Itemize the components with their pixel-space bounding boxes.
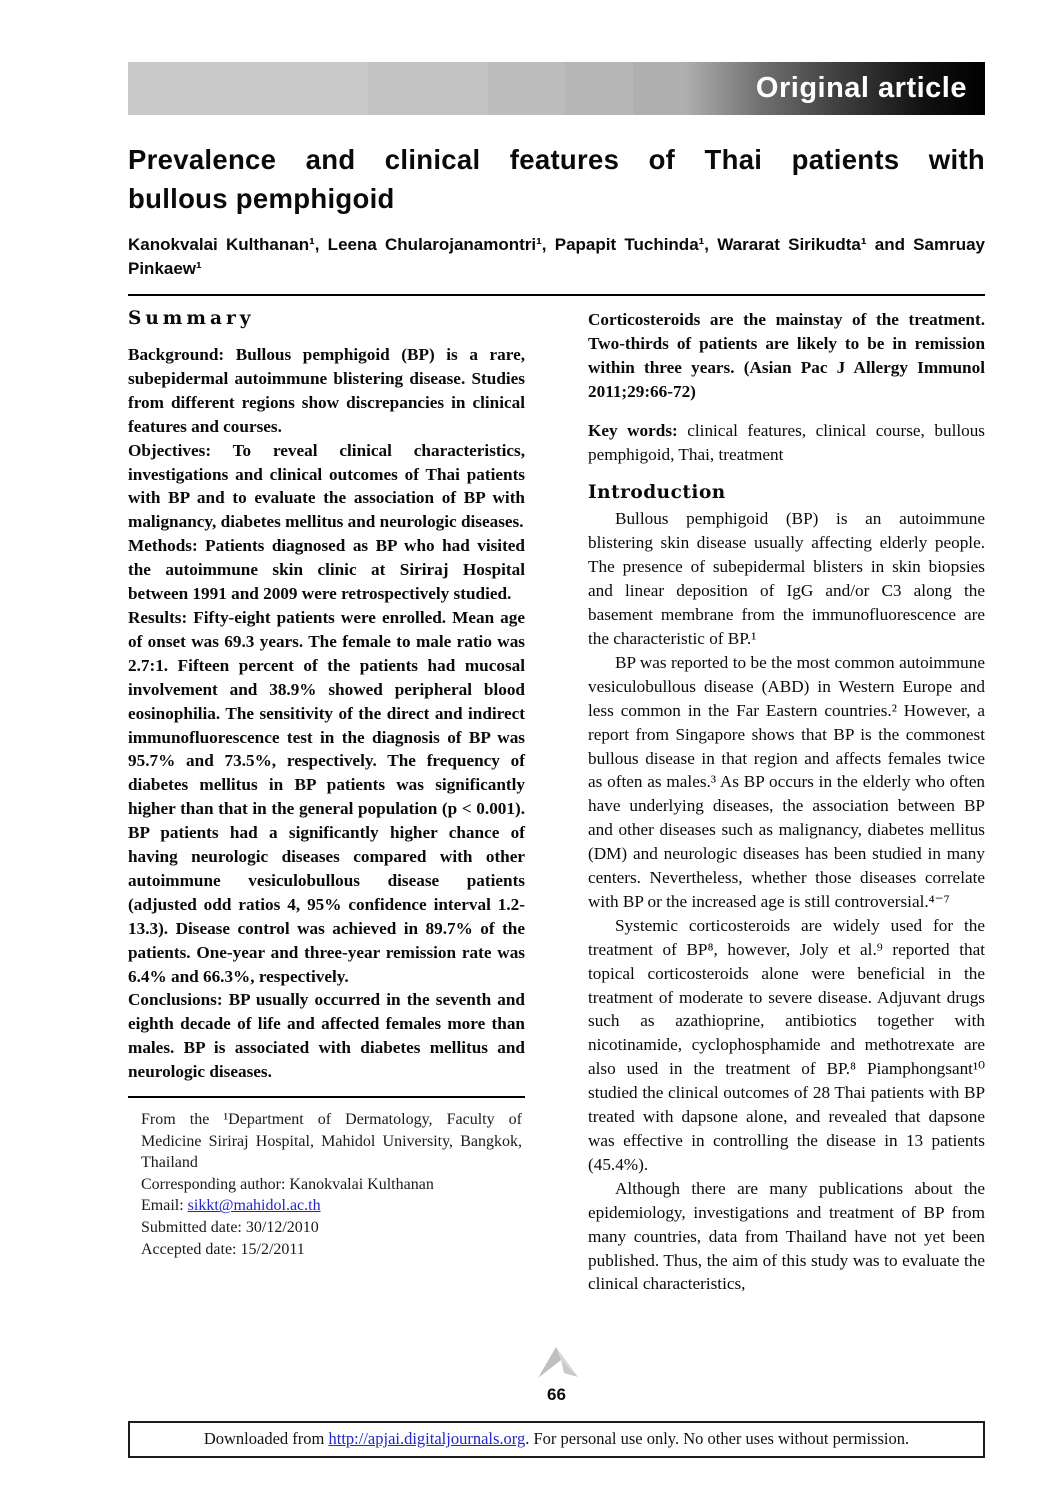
affiliation-from: From the ¹Department of Dermatology, Faculty of Medicine Siriraj Hospital, Mahidol University, Bangkok, Thailand [141, 1111, 522, 1172]
right-column [588, 308, 985, 1296]
header-divider [128, 294, 985, 296]
summary-text [128, 343, 525, 1084]
email-line [141, 1195, 522, 1217]
keywords-paragraph [588, 419, 985, 467]
summary-heading: Summary [128, 308, 255, 329]
introduction-paragraph-3: Systemic corticosteroids are widely used for the treatment of BP⁸, however, Joly et al.⁹ reported that topical corticosteroids alone were beneficial in the treatment of moderate to severe disease. Adjuvant drugs such as azathioprine, antibiotics together with nicotinamide, cyclophosphamide and methotrexate are also used in the treatment of BP.⁸ Piamphongsant¹⁰ studied the clinical outcomes of 28 Thai patients with BP treated with dapsone alone, and revealed that dapsone was effective in controlling the disease in 13 patients (45.4%). [588, 915, 985, 1174]
journal-logo-icon [534, 1346, 580, 1379]
download-notice-pre: Downloaded from [203, 1429, 329, 1448]
corresponding-author: Corresponding author: Kanokvalai Kulthanan [141, 1175, 434, 1193]
two-column-body [128, 308, 985, 1296]
page-number: 66 [547, 1385, 566, 1404]
article-title-line2: bullous pemphigoid [128, 183, 395, 214]
summary-paragraph-methods: Methods: Patients diagnosed as BP who had visited the autoimmune skin clinic at Siriraj Hospital between 1991 and 2009 were retrospectively studied. [128, 536, 525, 604]
introduction-paragraph-2: BP was reported to be the most common autoimmune vesiculobullous disease (ABD) in Western Europe and less common in the Far Eastern countries.² However, a report from Singapore shows that BP is the commonest bullous disease in that region and affects females twice as often as males.³ As BP occurs in the elderly who often have underlying diseases, the association between BP and other diseases such as malignancy, diabetes mellitus (DM) and neurologic diseases has been studied in many centers. Nevertheless, whether those diseases correlate with BP or the increased age is still controversial.⁴⁻⁷ [588, 652, 985, 911]
page-footer-mark [128, 1346, 985, 1405]
affiliation-divider [128, 1096, 525, 1098]
article-title-line1: Prevalence and clinical features of Thai patients with [128, 144, 985, 175]
journal-url-link[interactable]: http://apjai.digitaljournals.org [328, 1429, 526, 1448]
summary-paragraph-conclusions: Conclusions: BP usually occurred in the seventh and eighth decade of life and affected females more than males. BP is associated with diabetes mellitus and neurologic diseases. [128, 990, 525, 1082]
summary-paragraph-results: Results: Fifty-eight patients were enrolled. Mean age of onset was 69.3 years. The female to male ratio was 2.7:1. Fifteen percent of the patients had mucosal involvement and 38.9% showed peripheral blood eosinophilia. The sensitivity of the direct and indirect immunofluorescence test in the diagnosis of BP was 95.7% and 73.5%, respectively. The frequency of diabetes mellitus in BP patients was significantly higher than that in the general population (p < 0.001). BP patients had a significantly higher chance of having neurologic diseases compared with other autoimmune vesiculobullous disease patients (adjusted odd ratios 4, 95% confidence interval 1.2-13.3). Disease control was achieved in 89.7% of the patients. One-year and three-year remission rate was 6.4% and 66.3%, respectively. [128, 607, 525, 986]
keywords-text: clinical features, clinical course, bullous pemphigoid, Thai, treatment [588, 420, 985, 464]
summary-paragraph-objectives: Objectives: To reveal clinical characteristics, investigations and clinical outcomes of Thai patients with BP and to evaluate the association of BP with malignancy, diabetes mellitus and neurologic diseases. [128, 440, 525, 532]
introduction-heading: Introduction [588, 482, 726, 504]
accepted-date: Accepted date: 15/2/2011 [141, 1240, 305, 1258]
email-link[interactable]: sikkt@mahidol.ac.th [187, 1197, 321, 1215]
email-label: Email: [141, 1197, 188, 1215]
download-notice [128, 1421, 985, 1458]
affiliation-block [128, 1109, 525, 1260]
authors-line: Kanokvalai Kulthanan¹, Leena Chularojanamontri¹, Papapit Tuchinda¹, Wararat Sirikudta¹ and Samruay Pinkaew¹ [128, 235, 985, 278]
article-type-label: Original article [755, 72, 967, 104]
introduction-paragraph-1: Bullous pemphigoid (BP) is an autoimmune blistering skin disease usually affecting elderly people. The presence of subepidermal blisters in skin biopsies and linear deposition of IgG and/or C3 along the basement membrane from the immunofluorescence are the characteristic of BP.¹ [588, 509, 985, 648]
page-content [128, 0, 985, 1296]
introduction-paragraph-4: Although there are many publications about the epidemiology, investigations and treatment of BP from many countries, data from Thailand have not yet been published. Thus, the aim of this study was to evaluate the clinical characteristics, [588, 1178, 985, 1294]
abstract-continued-paragraph: Corticosteroids are the mainstay of the treatment. Two-thirds of patients are likely to be in remission within three years. (Asian Pac J Allergy Immunol 2011;29:66-72) [588, 310, 985, 401]
download-notice-post: . For personal use only. No other uses without permission. [525, 1429, 910, 1448]
article-title [128, 140, 985, 218]
summary-paragraph-background: Background: Bullous pemphigoid (BP) is a rare, subepidermal autoimmune blistering disease. Studies from different regions show discrepancies in clinical features and courses. [128, 345, 525, 436]
submitted-date: Submitted date: 30/12/2010 [141, 1219, 319, 1237]
keywords-label: Key words: [588, 420, 678, 440]
left-column [128, 308, 525, 1296]
article-type-banner [128, 62, 985, 115]
